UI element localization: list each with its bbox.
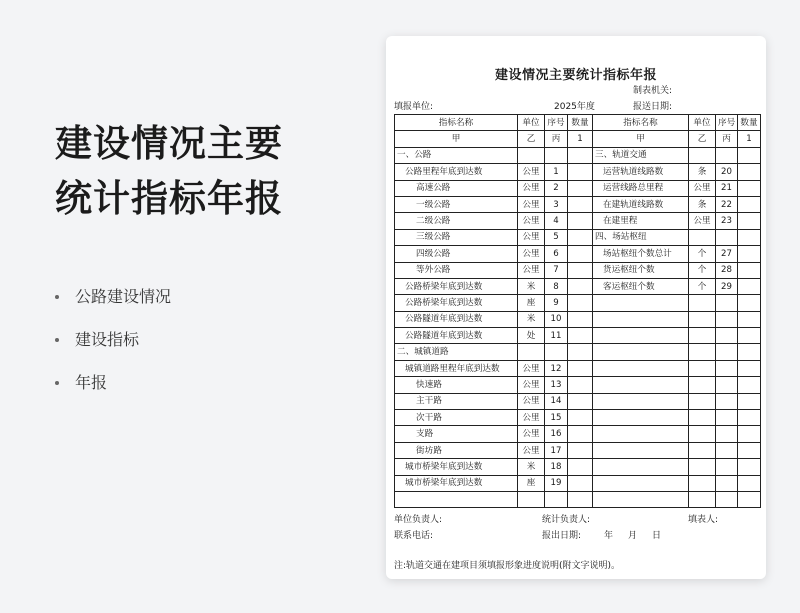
left-indicator-name: 城市桥梁年底到达数 bbox=[395, 459, 518, 475]
left-unit: 公里 bbox=[518, 426, 545, 442]
right-unit: 条 bbox=[689, 164, 716, 180]
right-indicator-name bbox=[593, 393, 689, 409]
right-unit bbox=[689, 393, 716, 409]
right-unit bbox=[689, 328, 716, 344]
right-quantity bbox=[738, 442, 761, 458]
right-seq bbox=[716, 426, 738, 442]
left-unit: 公里 bbox=[518, 377, 545, 393]
right-indicator-name bbox=[593, 426, 689, 442]
table-row bbox=[395, 262, 761, 278]
right-seq bbox=[716, 442, 738, 458]
left-unit: 公里 bbox=[518, 410, 545, 426]
left-unit bbox=[518, 344, 545, 360]
left-indicator-name: 一级公路 bbox=[395, 196, 518, 212]
left-unit: 公里 bbox=[518, 393, 545, 409]
right-seq bbox=[716, 295, 738, 311]
left-unit: 座 bbox=[518, 475, 545, 491]
left-quantity bbox=[568, 229, 593, 245]
table-row bbox=[395, 180, 761, 196]
table-row bbox=[395, 344, 761, 360]
left-quantity bbox=[568, 491, 593, 507]
bullet-dot-icon bbox=[55, 381, 59, 385]
month-char: 月 bbox=[628, 531, 638, 541]
left-quantity bbox=[568, 147, 593, 163]
table-row bbox=[395, 311, 761, 327]
phone-label: 联系电话: bbox=[394, 531, 434, 541]
right-quantity bbox=[738, 344, 761, 360]
subheader-cell: 乙 bbox=[518, 131, 545, 147]
left-quantity bbox=[568, 410, 593, 426]
right-seq bbox=[716, 475, 738, 491]
table-row bbox=[395, 213, 761, 229]
year-char: 年 bbox=[604, 531, 614, 541]
header-cell: 指标名称 bbox=[395, 115, 518, 131]
right-quantity bbox=[738, 393, 761, 409]
left-seq: 4 bbox=[545, 213, 568, 229]
left-quantity bbox=[568, 311, 593, 327]
report-sheet bbox=[386, 36, 766, 579]
right-unit bbox=[689, 377, 716, 393]
right-unit bbox=[689, 426, 716, 442]
left-indicator-name: 三级公路 bbox=[395, 229, 518, 245]
right-unit: 公里 bbox=[689, 180, 716, 196]
right-seq: 28 bbox=[716, 262, 738, 278]
left-quantity bbox=[568, 262, 593, 278]
left-indicator-name: 二、城镇道路 bbox=[395, 344, 518, 360]
right-seq: 29 bbox=[716, 278, 738, 294]
left-indicator-name: 公路里程年底到达数 bbox=[395, 164, 518, 180]
day-char: 日 bbox=[652, 531, 662, 541]
subheader-cell: 乙 bbox=[689, 131, 716, 147]
table-row bbox=[395, 196, 761, 212]
right-seq bbox=[716, 459, 738, 475]
right-unit bbox=[689, 344, 716, 360]
left-indicator-name: 支路 bbox=[395, 426, 518, 442]
right-indicator-name: 四、场站枢纽 bbox=[593, 229, 689, 245]
left-quantity bbox=[568, 213, 593, 229]
left-unit: 公里 bbox=[518, 196, 545, 212]
report-title: 建设情况主要统计指标年报 bbox=[494, 68, 657, 83]
right-seq bbox=[716, 393, 738, 409]
right-indicator-name: 在建里程 bbox=[593, 213, 689, 229]
right-indicator-name bbox=[593, 311, 689, 327]
left-quantity bbox=[568, 393, 593, 409]
bullet-item: 年报 bbox=[55, 372, 171, 415]
left-seq: 5 bbox=[545, 229, 568, 245]
right-unit bbox=[689, 475, 716, 491]
right-seq bbox=[716, 377, 738, 393]
left-quantity bbox=[568, 180, 593, 196]
header-row bbox=[395, 115, 761, 131]
table-row bbox=[395, 393, 761, 409]
org-label: 制表机关: bbox=[633, 86, 673, 96]
table-row bbox=[395, 475, 761, 491]
header-cell: 指标名称 bbox=[593, 115, 689, 131]
right-seq: 23 bbox=[716, 213, 738, 229]
table-row bbox=[395, 278, 761, 294]
table-row bbox=[395, 246, 761, 262]
left-unit: 公里 bbox=[518, 262, 545, 278]
left-seq bbox=[545, 344, 568, 360]
bullet-dot-icon bbox=[55, 338, 59, 342]
right-indicator-name: 客运枢纽个数 bbox=[593, 278, 689, 294]
table-row bbox=[395, 377, 761, 393]
right-seq bbox=[716, 229, 738, 245]
left-seq: 17 bbox=[545, 442, 568, 458]
left-seq: 16 bbox=[545, 426, 568, 442]
right-seq: 27 bbox=[716, 246, 738, 262]
right-quantity bbox=[738, 475, 761, 491]
left-indicator-name: 公路隧道年底到达数 bbox=[395, 328, 518, 344]
right-indicator-name bbox=[593, 410, 689, 426]
right-seq bbox=[716, 344, 738, 360]
left-indicator-name: 一、公路 bbox=[395, 147, 518, 163]
right-quantity bbox=[738, 426, 761, 442]
bullet-dot-icon bbox=[55, 295, 59, 299]
left-seq bbox=[545, 147, 568, 163]
report-year: 2025年度 bbox=[554, 102, 595, 112]
subheader-cell: 1 bbox=[568, 131, 593, 147]
table-row bbox=[395, 442, 761, 458]
right-quantity bbox=[738, 196, 761, 212]
right-indicator-name: 货运枢纽个数 bbox=[593, 262, 689, 278]
left-quantity bbox=[568, 377, 593, 393]
subheader-cell: 丙 bbox=[716, 131, 738, 147]
right-quantity bbox=[738, 229, 761, 245]
left-quantity bbox=[568, 164, 593, 180]
subheader-row bbox=[395, 131, 761, 147]
left-seq: 19 bbox=[545, 475, 568, 491]
left-quantity bbox=[568, 328, 593, 344]
right-unit bbox=[689, 410, 716, 426]
subheader-cell: 甲 bbox=[395, 131, 518, 147]
left-seq: 18 bbox=[545, 459, 568, 475]
left-seq: 11 bbox=[545, 328, 568, 344]
left-unit: 公里 bbox=[518, 442, 545, 458]
left-seq: 6 bbox=[545, 246, 568, 262]
right-indicator-name bbox=[593, 377, 689, 393]
left-unit: 公里 bbox=[518, 229, 545, 245]
left-unit: 公里 bbox=[518, 360, 545, 376]
right-seq: 20 bbox=[716, 164, 738, 180]
right-quantity bbox=[738, 164, 761, 180]
left-unit: 米 bbox=[518, 278, 545, 294]
left-quantity bbox=[568, 295, 593, 311]
right-seq: 21 bbox=[716, 180, 738, 196]
right-quantity bbox=[738, 278, 761, 294]
right-unit bbox=[689, 491, 716, 507]
left-seq: 14 bbox=[545, 393, 568, 409]
table-row bbox=[395, 295, 761, 311]
left-indicator-name: 城市桥梁年底到达数 bbox=[395, 475, 518, 491]
left-unit: 公里 bbox=[518, 246, 545, 262]
right-seq bbox=[716, 311, 738, 327]
right-indicator-name bbox=[593, 360, 689, 376]
right-unit bbox=[689, 360, 716, 376]
left-indicator-name: 快速路 bbox=[395, 377, 518, 393]
left-quantity bbox=[568, 360, 593, 376]
filler-label: 填表人: bbox=[688, 515, 719, 525]
right-quantity bbox=[738, 328, 761, 344]
slide-title-line-1: 建设情况主要 bbox=[55, 122, 283, 165]
left-unit: 米 bbox=[518, 459, 545, 475]
right-unit bbox=[689, 229, 716, 245]
right-unit: 公里 bbox=[689, 213, 716, 229]
report-date-label: 报出日期: bbox=[542, 531, 582, 541]
table-row bbox=[395, 147, 761, 163]
left-indicator-name: 次干路 bbox=[395, 410, 518, 426]
table-row bbox=[395, 360, 761, 376]
right-quantity bbox=[738, 459, 761, 475]
right-indicator-name bbox=[593, 475, 689, 491]
bullet-list bbox=[55, 286, 171, 415]
left-unit: 公里 bbox=[518, 213, 545, 229]
left-unit: 处 bbox=[518, 328, 545, 344]
right-indicator-name bbox=[593, 442, 689, 458]
left-seq: 8 bbox=[545, 278, 568, 294]
left-seq: 9 bbox=[545, 295, 568, 311]
stat-head-label: 统计负责人: bbox=[542, 515, 591, 525]
table-row bbox=[395, 459, 761, 475]
left-seq: 12 bbox=[545, 360, 568, 376]
right-quantity bbox=[738, 491, 761, 507]
bullet-item: 建设指标 bbox=[55, 329, 171, 372]
right-unit: 个 bbox=[689, 278, 716, 294]
right-unit bbox=[689, 311, 716, 327]
left-seq: 13 bbox=[545, 377, 568, 393]
right-indicator-name: 运营轨道线路数 bbox=[593, 164, 689, 180]
right-unit bbox=[689, 442, 716, 458]
table-row bbox=[395, 229, 761, 245]
left-unit bbox=[518, 491, 545, 507]
left-indicator-name: 二级公路 bbox=[395, 213, 518, 229]
left-quantity bbox=[568, 459, 593, 475]
right-unit bbox=[689, 147, 716, 163]
right-seq bbox=[716, 360, 738, 376]
table-row bbox=[395, 491, 761, 507]
right-indicator-name: 在建轨道线路数 bbox=[593, 196, 689, 212]
unit-head-label: 单位负责人: bbox=[394, 515, 443, 525]
left-indicator-name: 公路桥梁年底到达数 bbox=[395, 295, 518, 311]
subheader-cell: 丙 bbox=[545, 131, 568, 147]
left-seq: 7 bbox=[545, 262, 568, 278]
header-cell: 序号 bbox=[545, 115, 568, 131]
left-seq: 15 bbox=[545, 410, 568, 426]
right-seq bbox=[716, 328, 738, 344]
right-indicator-name: 三、轨道交通 bbox=[593, 147, 689, 163]
right-quantity bbox=[738, 410, 761, 426]
left-seq: 1 bbox=[545, 164, 568, 180]
table-row bbox=[395, 328, 761, 344]
left-indicator-name bbox=[395, 491, 518, 507]
left-quantity bbox=[568, 475, 593, 491]
right-quantity bbox=[738, 246, 761, 262]
left-quantity bbox=[568, 278, 593, 294]
right-indicator-name bbox=[593, 328, 689, 344]
right-indicator-name bbox=[593, 491, 689, 507]
slide-title-line-2: 统计指标年报 bbox=[55, 177, 283, 220]
left-quantity bbox=[568, 426, 593, 442]
left-unit: 座 bbox=[518, 295, 545, 311]
right-unit bbox=[689, 459, 716, 475]
left-indicator-name: 公路桥梁年底到达数 bbox=[395, 278, 518, 294]
right-unit bbox=[689, 295, 716, 311]
right-seq: 22 bbox=[716, 196, 738, 212]
left-quantity bbox=[568, 246, 593, 262]
header-cell: 数量 bbox=[738, 115, 761, 131]
header-cell: 单位 bbox=[518, 115, 545, 131]
left-unit: 公里 bbox=[518, 164, 545, 180]
right-unit: 个 bbox=[689, 246, 716, 262]
right-indicator-name: 场站枢纽个数总计 bbox=[593, 246, 689, 262]
left-quantity bbox=[568, 442, 593, 458]
left-indicator-name: 等外公路 bbox=[395, 262, 518, 278]
right-indicator-name bbox=[593, 344, 689, 360]
left-indicator-name: 街坊路 bbox=[395, 442, 518, 458]
right-seq bbox=[716, 491, 738, 507]
right-indicator-name bbox=[593, 459, 689, 475]
table-row bbox=[395, 426, 761, 442]
right-indicator-name: 运营线路总里程 bbox=[593, 180, 689, 196]
bullet-item: 公路建设情况 bbox=[55, 286, 171, 329]
right-quantity bbox=[738, 295, 761, 311]
left-seq: 10 bbox=[545, 311, 568, 327]
right-quantity bbox=[738, 377, 761, 393]
left-unit: 米 bbox=[518, 311, 545, 327]
stats-table-body bbox=[395, 115, 761, 508]
header-cell: 单位 bbox=[689, 115, 716, 131]
table-row bbox=[395, 164, 761, 180]
left-indicator-name: 主干路 bbox=[395, 393, 518, 409]
left-seq bbox=[545, 491, 568, 507]
left-quantity bbox=[568, 196, 593, 212]
header-cell: 数量 bbox=[568, 115, 593, 131]
stats-table bbox=[394, 114, 761, 508]
left-seq: 2 bbox=[545, 180, 568, 196]
left-indicator-name: 高速公路 bbox=[395, 180, 518, 196]
right-seq bbox=[716, 147, 738, 163]
date-label: 报送日期: bbox=[633, 102, 673, 112]
left-unit bbox=[518, 147, 545, 163]
right-quantity bbox=[738, 147, 761, 163]
left-indicator-name: 四级公路 bbox=[395, 246, 518, 262]
left-quantity bbox=[568, 344, 593, 360]
right-unit: 个 bbox=[689, 262, 716, 278]
right-quantity bbox=[738, 360, 761, 376]
right-unit: 条 bbox=[689, 196, 716, 212]
subheader-cell: 1 bbox=[738, 131, 761, 147]
left-seq: 3 bbox=[545, 196, 568, 212]
left-indicator-name: 公路隧道年底到达数 bbox=[395, 311, 518, 327]
right-quantity bbox=[738, 262, 761, 278]
footnote: 注:轨道交通在建项目须填报形象进度说明(附文字说明)。 bbox=[394, 561, 621, 571]
table-row bbox=[395, 410, 761, 426]
right-indicator-name bbox=[593, 295, 689, 311]
header-cell: 序号 bbox=[716, 115, 738, 131]
right-quantity bbox=[738, 213, 761, 229]
left-indicator-name: 城镇道路里程年底到达数 bbox=[395, 360, 518, 376]
left-unit: 公里 bbox=[518, 180, 545, 196]
right-quantity bbox=[738, 311, 761, 327]
right-quantity bbox=[738, 180, 761, 196]
subheader-cell: 甲 bbox=[593, 131, 689, 147]
unit-label: 填报单位: bbox=[394, 102, 434, 112]
slide-title bbox=[55, 116, 283, 226]
right-seq bbox=[716, 410, 738, 426]
